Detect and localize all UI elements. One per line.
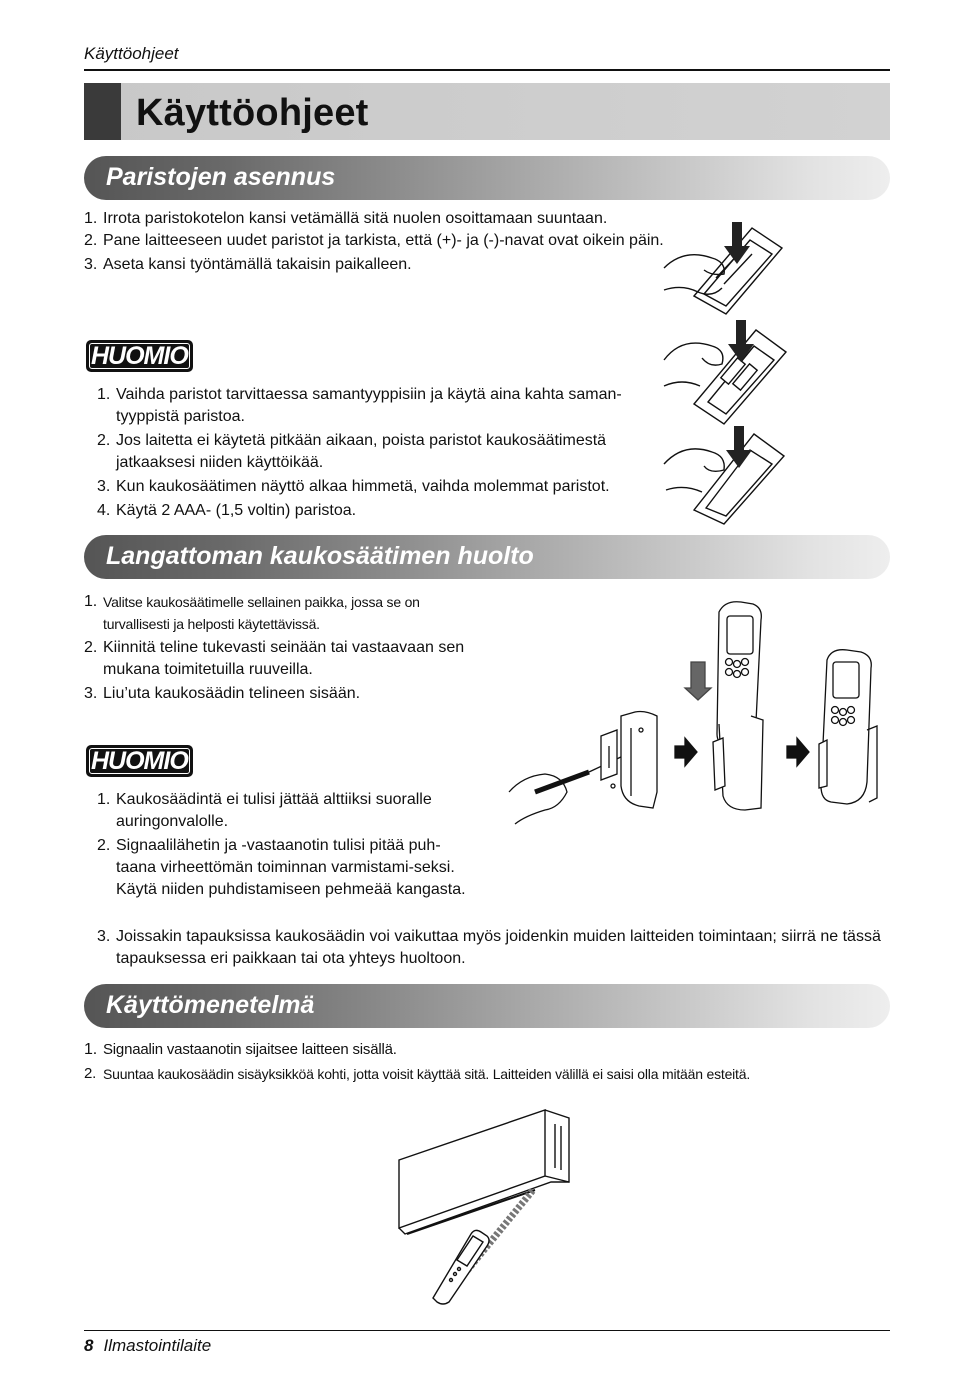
maintenance-notice-list-continued [97, 926, 887, 970]
list-item: 1. Irrota paristokotelon kansi vetämällä sitä nuolen osoittamaan suuntaan. [84, 210, 608, 227]
battery-steps-list [84, 208, 664, 276]
section-heading-usage [84, 984, 890, 1028]
list-item: 3. Aseta kansi työntämällä takaisin paikalleen. [84, 256, 412, 273]
page-number: 8 [84, 1336, 94, 1355]
notice-badge: HUOMIO [86, 340, 193, 372]
section-heading-text: Käyttömenetelmä [106, 991, 315, 1019]
list-item: 3. Liu’uta kaukosäädin telineen sisään. [84, 685, 361, 702]
footer-label: Ilmastointilaite [103, 1336, 212, 1355]
title-accent-block [84, 83, 121, 140]
list-item: 2. Kiinnitä teline tukevasti seinään tai vastaavaan sen mukana toimitetuilla ruuveilla. [84, 639, 465, 678]
running-header: Käyttöohjeet [84, 44, 179, 63]
notice-badge: HUOMIO [86, 745, 193, 777]
section-heading-text: Langattoman kaukosäätimen huolto [106, 542, 534, 570]
page-title: Käyttöohjeet [136, 92, 369, 134]
list-item: 2. Suuntaa kaukosäädin sisäyksikköä kohti, jotta voisit käyttää sitä. Laitteiden välillä ei saisi olla mitään esteitä. [84, 1065, 751, 1082]
section-heading-maintenance [84, 535, 890, 579]
indoor-unit-illustration [395, 1104, 579, 1302]
battery-cover-illustration [664, 218, 788, 528]
section-heading-battery [84, 156, 890, 200]
section-heading-text: Paristojen asennus [106, 163, 336, 191]
battery-notice-list [97, 384, 662, 522]
list-item: 1. Kaukosäädintä ei tulisi jättää alttiiksi suoralle auringonvalolle. [97, 791, 432, 830]
header-rule [84, 69, 890, 71]
maintenance-notice-list [97, 789, 467, 901]
list-item: 3. Kun kaukosäätimen näyttö alkaa himmetä, vaihda molemmat paristot. [97, 478, 610, 495]
list-item: 2. Signaalilähetin ja -vastaanotin tulisi pitää puh-taana virheettömän toiminnan varmistami-seksi. Käytä niiden puhdistamiseen pehmeää kangasta. [97, 837, 466, 898]
remote-holder-illustration [505, 596, 885, 828]
list-item: 1. Valitse kaukosäätimelle sellainen paikka, jossa se on turvallisesti ja helposti käytettävissä. [84, 593, 420, 632]
list-item: 2. Pane laitteeseen uudet paristot ja tarkista, että (+)- ja (-)-navat ovat oikein päin. [84, 232, 664, 249]
list-item: 3. Joissakin tapauksissa kaukosäädin voi vaikuttaa myös joidenkin muiden laitteiden toimintaan; siirrä ne tässä tapauksessa eri paikkaan tai ota yhteys huoltoon. [97, 928, 881, 967]
list-item: 4. Käytä 2 AAA- (1,5 voltin) paristoa. [97, 502, 357, 519]
list-item: 2. Jos laitetta ei käytetä pitkään aikaan, poista paristot kaukosäätimestä jatkaaksesi niiden käyttöikää. [97, 432, 607, 471]
page-footer [84, 1336, 211, 1356]
list-item: 1. Signaalin vastaanotin sijaitsee laitteen sisällä. [84, 1041, 397, 1058]
footer-rule [84, 1330, 890, 1331]
usage-steps-list [84, 1039, 884, 1085]
list-item: 1. Vaihda paristot tarvittaessa samantyyppisiin ja käytä aina kahta saman-tyyppistä paristoa. [97, 386, 622, 425]
maintenance-steps-list [84, 591, 476, 705]
